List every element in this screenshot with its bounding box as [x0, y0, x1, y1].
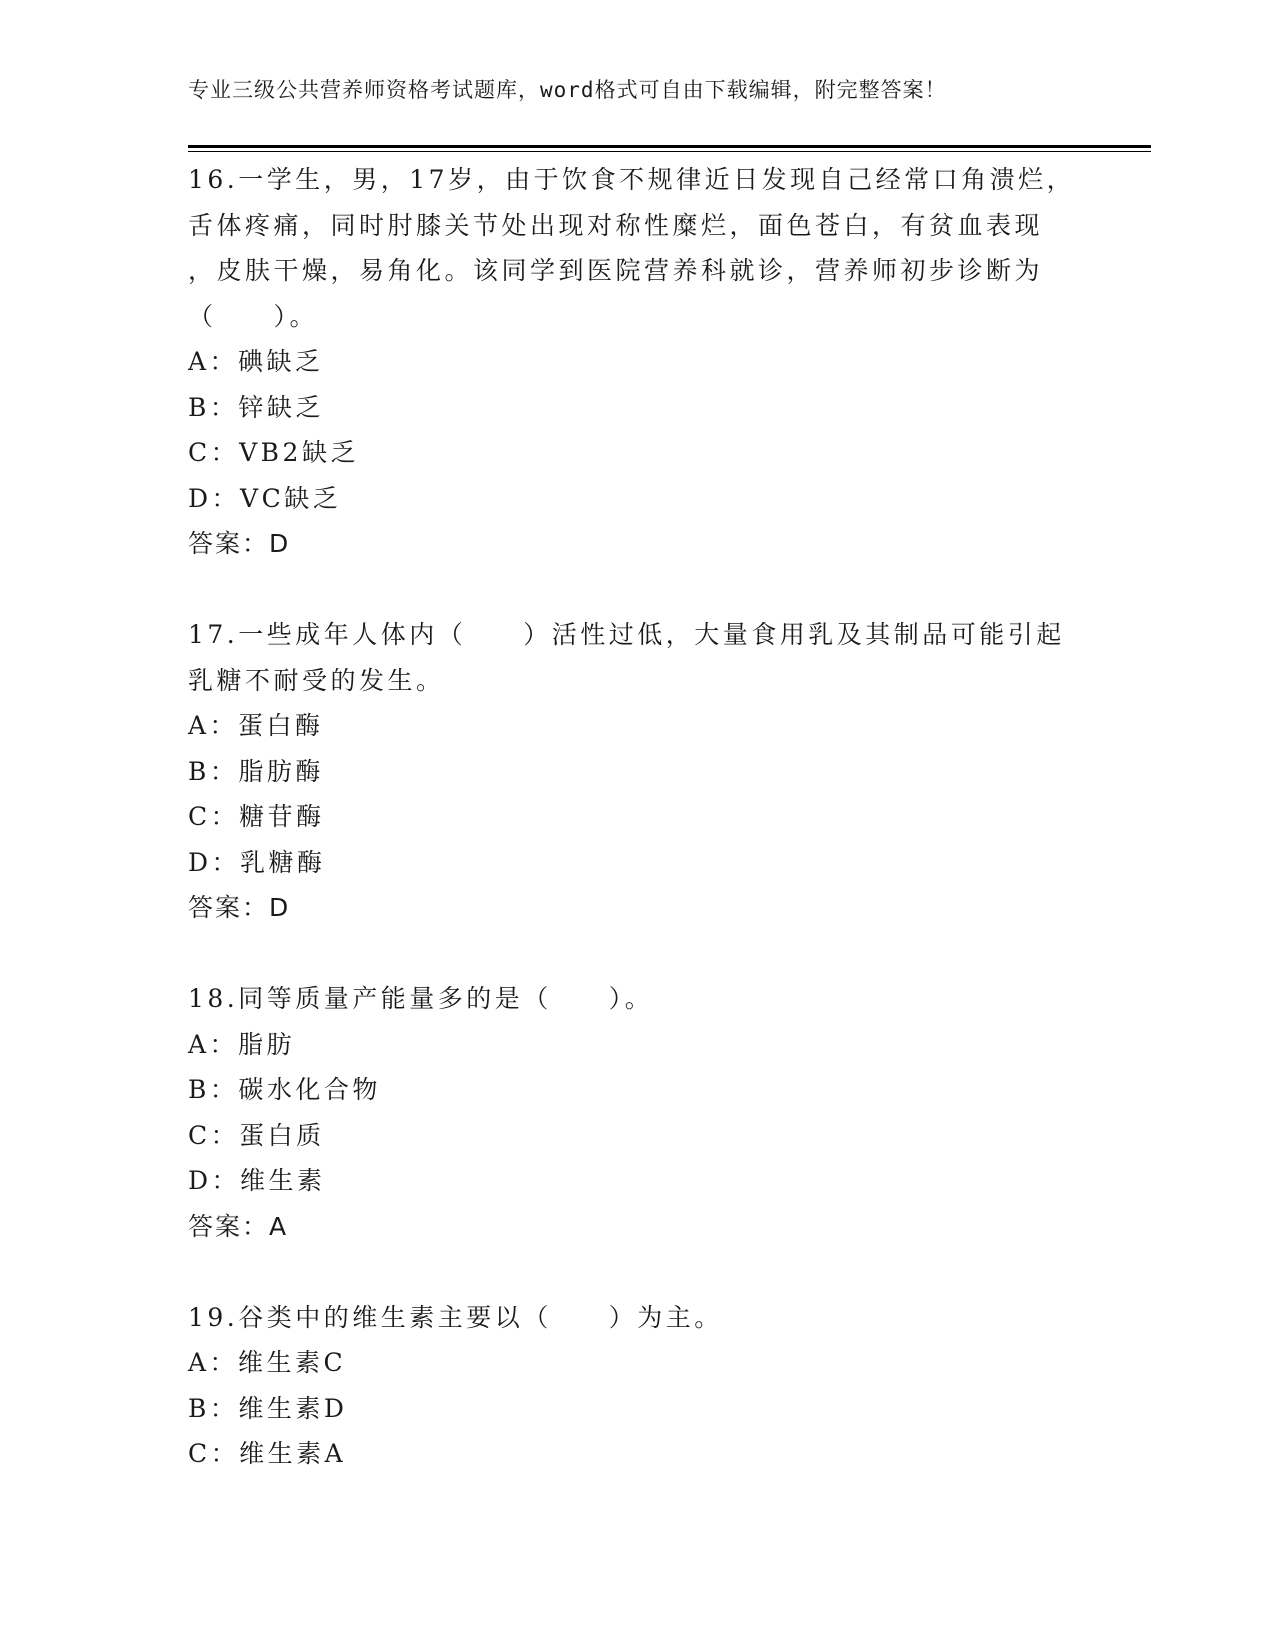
option-c: C：糖苷酶: [188, 802, 325, 831]
spacer: [188, 1249, 1088, 1295]
question-list: [188, 157, 1088, 1477]
question-stem-line: 19.谷类中的维生素主要以（ ）为主。: [188, 1302, 723, 1332]
spacer: [188, 931, 1088, 977]
question-stem-line: 乳糖不耐受的发生。: [188, 665, 445, 695]
option-b: B：锌缺乏: [188, 392, 324, 422]
option-d: D：乳糖酶: [188, 847, 326, 877]
option-d: D：VC缺乏: [188, 483, 342, 513]
question-stem-line: 舌体疼痛，同时肘膝关节处出现对称性糜烂，面色苍白，有贫血表现: [188, 210, 1044, 240]
answer-line: 答案：A: [188, 1211, 289, 1241]
option-a: A：维生素C: [188, 1348, 347, 1377]
option-d: D：维生素: [188, 1166, 326, 1195]
option-a: A：碘缺乏: [188, 347, 324, 376]
question-17: [188, 612, 1088, 931]
question-16: [188, 157, 1088, 567]
header-divider-thick: [188, 145, 1151, 148]
header-divider-thin: [188, 151, 1151, 152]
option-a: A：蛋白酶: [188, 711, 324, 740]
question-18: [188, 976, 1088, 1249]
option-a: A：脂肪: [188, 1029, 296, 1059]
document-header: 专业三级公共营养师资格考试题库，word格式可自由下载编辑，附完整答案！: [188, 78, 947, 102]
option-c: C：蛋白质: [188, 1120, 325, 1150]
option-c: C：VB2缺乏: [188, 438, 359, 467]
question-stem-line: 18.同等质量产能量多的是（ ）。: [188, 984, 654, 1013]
question-19: [188, 1295, 1088, 1477]
question-stem-line: （ ）。: [188, 301, 319, 331]
spacer: [188, 567, 1088, 613]
question-stem-line: 16.一学生，男，17岁，由于饮食不规律近日发现自己经常口角溃烂，: [188, 165, 1076, 194]
option-b: B：碳水化合物: [188, 1075, 381, 1104]
option-c: C：维生素A: [188, 1439, 347, 1468]
option-b: B：脂肪酶: [188, 756, 324, 786]
question-stem-line: 17.一些成年人体内（ ）活性过低，大量食用乳及其制品可能引起: [188, 620, 1065, 649]
option-b: B：维生素D: [188, 1393, 348, 1423]
answer-line: 答案：D: [188, 893, 291, 922]
answer-line: 答案：D: [188, 529, 291, 558]
question-stem-line: ，皮肤干燥，易角化。该同学到医院营养科就诊，营养师初步诊断为: [188, 256, 1044, 285]
